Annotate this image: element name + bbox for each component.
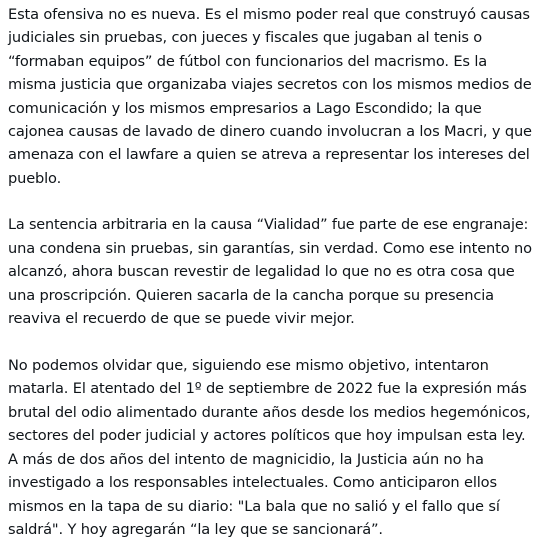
paragraph-1 — [8, 3, 535, 190]
text-line: No podemos olvidar que, siguiendo ese mismo objetivo, intentaron — [8, 357, 489, 375]
paragraph-3 — [8, 354, 535, 541]
text-line: La sentencia arbitraria en la causa “Vialidad” fue parte de ese engranaje: — [8, 216, 529, 233]
text-line: A más de dos años del intento de magnicidio, la Justicia aún no ha — [8, 450, 484, 468]
paragraph-2 — [8, 214, 535, 331]
post-text — [8, 3, 535, 541]
text-line: sectores del poder judicial y actores políticos que hoy impulsan esta ley. — [8, 427, 526, 445]
text-line: amenaza con el lawfare a quien se atreva a representar los intereses del — [8, 146, 530, 164]
text-line: comunicación y los mismos empresarios a Lago Escondido; la que — [8, 99, 482, 117]
text-line: cajonea causas de lavado de dinero cuando involucran a los Macri, y que — [8, 123, 532, 141]
text-line: una condena sin pruebas, sin garantías, sin verdad. Como ese intento no — [8, 240, 532, 258]
text-line: saldrá". Y hoy agregarán “la ley que se sancionará”. — [8, 520, 383, 538]
text-line: investigado a los responsables intelectuales. Como anticiparon ellos — [8, 474, 497, 492]
text-line: judiciales sin pruebas, con jueces y fiscales que jugaban al tenis o — [8, 29, 483, 47]
text-line: matarla. El atentado del 1º de septiembre de 2022 fue la expresión más — [8, 380, 527, 398]
text-line: reaviva el recuerdo de que se puede vivir mejor. — [8, 310, 355, 328]
text-line: pueblo. — [8, 169, 62, 187]
text-line: misma justicia que organizaba viajes secretos con los mismos medios de — [8, 76, 532, 94]
text-line: “formaban equipos” de fútbol con funcionarios del macrismo. Es la — [8, 52, 488, 70]
text-line: Esta ofensiva no es nueva. Es el mismo poder real que construyó causas — [8, 6, 530, 23]
text-line: alcanzó, ahora buscan revestir de legalidad lo que no es otra cosa que — [8, 263, 515, 281]
text-line: mismos en la tapa de su diario: "La bala que no salió y el fallo que sí — [8, 497, 500, 515]
text-line: una proscripción. Quieren sacarla de la cancha porque su presencia — [8, 286, 494, 304]
text-line: brutal del odio alimentado durante años desde los medios hegemónicos, — [8, 403, 531, 421]
